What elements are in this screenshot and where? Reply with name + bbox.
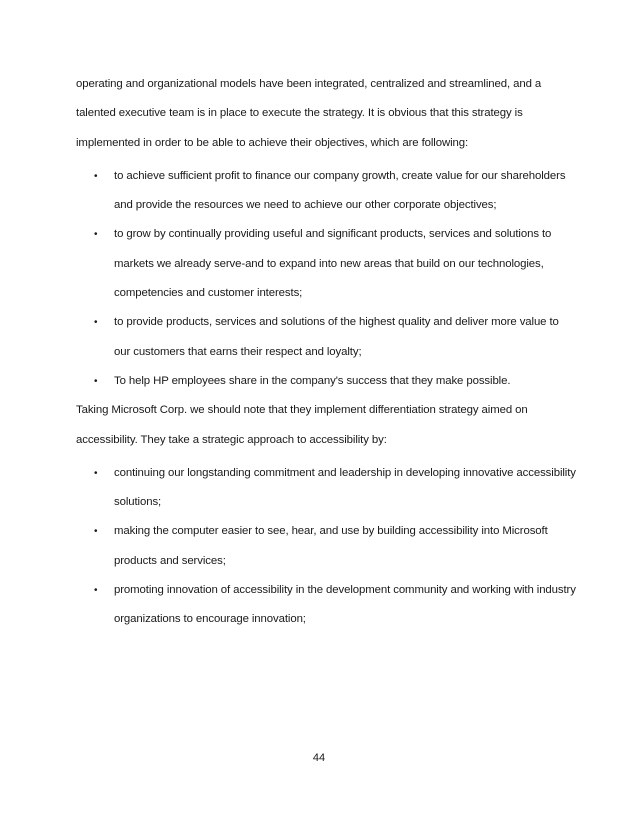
bullet-icon: • [94, 526, 98, 538]
bullet-icon: • [94, 170, 98, 182]
list-item-text: to provide products, services and solutions of the highest quality and deliver more value to our customers that earns their respect and loyalty; [114, 316, 559, 358]
page-number: 44 [312, 752, 326, 764]
list-item-text: to grow by continually providing useful and significant products, services and solutions to markets we already serve-and to expand into new areas that build on our technologies, competencies and customer interests; [114, 228, 552, 300]
list-item [76, 220, 576, 308]
hp-objectives-list [76, 162, 576, 396]
microsoft-approach-list [76, 459, 576, 635]
bullet-icon: • [94, 317, 98, 329]
page-content [76, 70, 576, 635]
list-item-text: making the computer easier to see, hear, and use by building accessibility into Microsoft products and services; [114, 525, 548, 567]
list-item-text: continuing our longstanding commitment and leadership in developing innovative accessibility solutions; [114, 466, 576, 509]
bullet-icon: • [94, 585, 98, 597]
list-item-text: To help HP employees share in the company's success that they make possible. [114, 374, 511, 387]
list-item [76, 517, 576, 576]
list-item [76, 162, 576, 221]
paragraph-microsoft: Taking Microsoft Corp. we should note that they implement differentiation strategy aimed on accessibility. They take a strategic approach to accessibility by: [76, 404, 528, 446]
list-item [76, 367, 576, 396]
bullet-icon: • [94, 375, 98, 387]
list-item [76, 308, 576, 367]
bullet-icon: • [94, 467, 98, 479]
list-item [76, 576, 576, 635]
paragraph-strategy-intro: operating and organizational models have been integrated, centralized and streamlined, and a talented executive team is in place to execute the strategy. It is obvious that this strategy is implemented in order to be able to achieve their objectives, which are following: [76, 78, 542, 149]
list-item [76, 459, 576, 518]
list-item-text: to achieve sufficient profit to finance our company growth, create value for our shareholders and provide the resources we need to achieve our other corporate objectives; [114, 169, 566, 212]
list-item-text: promoting innovation of accessibility in the development community and working with industry organizations to encourage innovation; [114, 584, 576, 626]
bullet-icon: • [94, 229, 98, 241]
